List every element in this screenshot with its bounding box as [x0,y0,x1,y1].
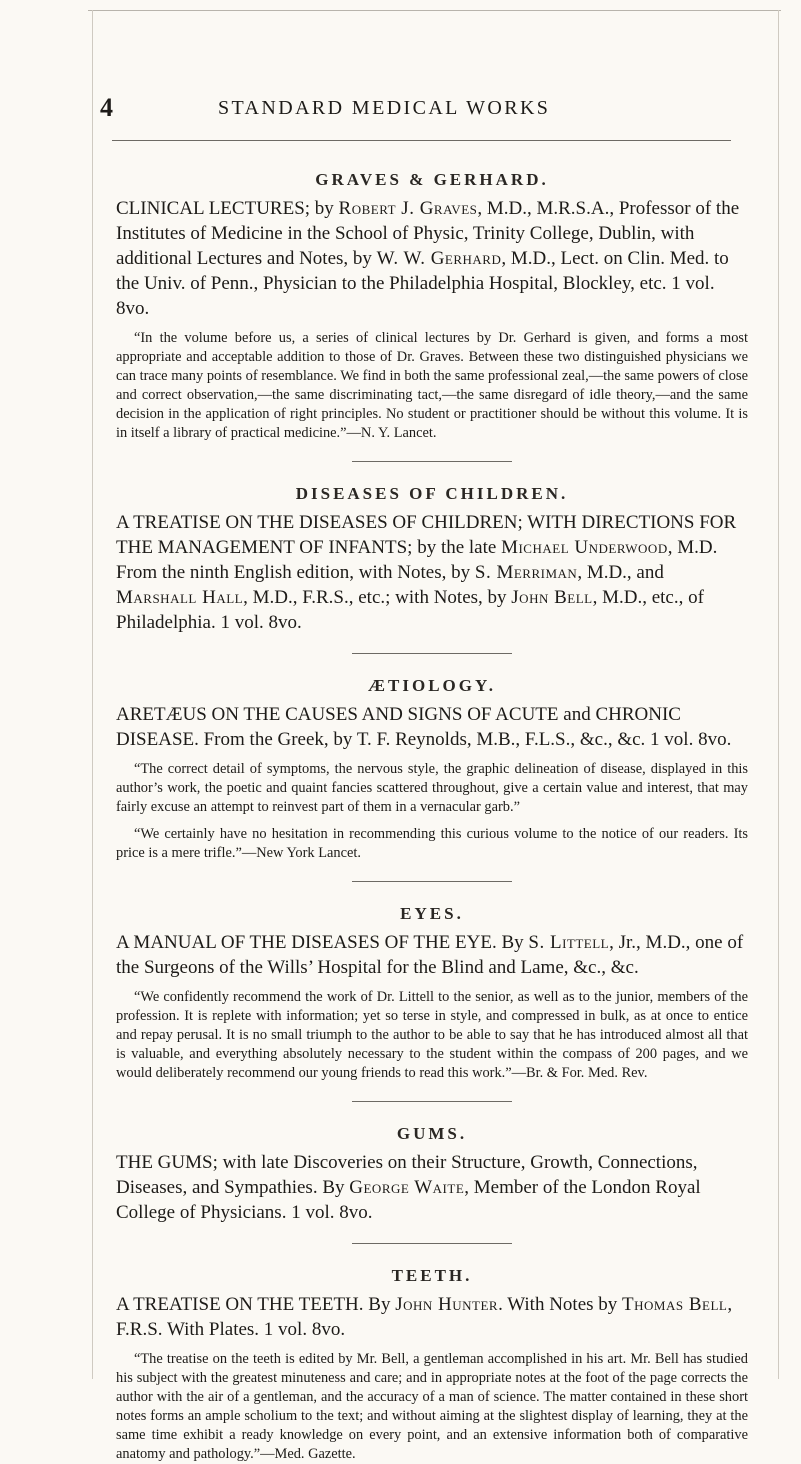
section-heading: TEETH. [391,1266,473,1285]
title-text: A TREATISE ON THE TEETH. By [116,1294,396,1315]
title-text: A TREATISE ON THE DISEASES OF CHILDREN; WITH DIRECTIONS FOR THE MANAGEMENT OF INFANTS; by the late [116,512,737,558]
author-name: John Hunter [395,1294,499,1315]
author-name: Thomas Bell [622,1294,728,1315]
page-content [116,170,748,1464]
section-heading: GRAVES & GERHARD. [315,170,549,189]
title-text: , Jr., M.D., one of the Surgeons of the Wills’ Hospital for the Blind and Lame, &c., &c. [116,932,744,978]
section-divider [352,653,512,654]
section-graves-gerhard [116,170,748,443]
page-edge-top [88,10,781,11]
review-quote: “The correct detail of symptoms, the nervous style, the graphic delineation of disease, displayed in this author’s work, the poetic and quaint fancies scattered throughout, give a certain value and interest, that may fairly excuse an attempt to reinvest part of them in a vernacular garb.” [116,761,748,815]
title-text: , M.D. From the ninth English edition, with Notes, by [116,537,718,583]
section-teeth [116,1266,748,1464]
page-number: 4 [100,93,113,122]
author-name: John Bell [511,587,593,608]
running-head: STANDARD MEDICAL WORKS [218,97,551,119]
author-name: W. W. Gerhard [376,248,502,269]
title-text: CLINICAL LECTURES; by [116,198,339,219]
title-text: , M.D., F.R.S., etc.; with Notes, by [243,587,512,608]
title-text: , Member of the London Royal College of Physicians. 1 vol. 8vo. [116,1177,701,1223]
entry-title [116,196,748,321]
section-divider [352,1243,512,1244]
section-heading: EYES. [400,904,464,923]
section-heading: DISEASES OF CHILDREN. [295,484,569,503]
section-aetiology [116,676,748,863]
author-name: Robert J. Graves [338,198,478,219]
title-text: , M.D., and [577,562,664,583]
author-name: Marshall Hall [116,587,244,608]
review-quote: “The treatise on the teeth is edited by Mr. Bell, a gentleman accomplished in his art. Mr. Bell has studied his subject with the greatest minuteness and care; and in appropriate notes at the foot of the page corrects the author with the air of a gentleman, and the accuracy of a man of science. The matter contained in these short notes forms an ample scholium to the text; and without aiming at the slightest display of learning, they at the same time exhibit a ready knowledge on every point, and an extensive information both of comparative anatomy and pathology.”—Med. Gazette. [116,1351,748,1462]
title-text: , M.D., etc., of Philadelphia. 1 vol. 8vo. [116,587,704,633]
section-heading: GUMS. [396,1124,468,1143]
title-text: , M.D., M.R.S.A., Professor of the Institutes of Medicine in the School of Physic, Trinity College, Dublin, with additional Lectures and Notes, by [116,198,740,269]
section-eyes [116,904,748,1083]
title-text: THE GUMS; with late Discoveries on their Structure, Growth, Connections, Diseases, and Sympathies. By [116,1152,698,1198]
author-name: Michael Underwood [501,537,668,558]
section-divider [352,1101,512,1102]
section-children [116,484,748,635]
entry-title [116,930,748,980]
header-rule [112,140,731,141]
section-gums [116,1124,748,1225]
section-divider [352,881,512,882]
section-divider [352,461,512,462]
review-quote: “We certainly have no hesitation in recommending this curious volume to the notice of our readers. Its price is a mere trifle.”—New York Lancet. [116,826,748,861]
title-text: , F.R.S. With Plates. 1 vol. 8vo. [116,1294,733,1340]
author-name: S. Merriman [474,562,578,583]
entry-title: ARETÆUS ON THE CAUSES AND SIGNS OF ACUTE and CHRONIC DISEASE. From the Greek, by T. F. Reynolds, M.B., F.L.S., &c., &c. 1 vol. 8vo. [116,704,732,750]
title-text: , M.D., Lect. on Clin. Med. to the Univ. of Penn., Physician to the Philadelphia Hospital, Blockley, etc. 1 vol. 8vo. [116,248,729,319]
entry-title [116,1292,748,1342]
review-quote: “We confidently recommend the work of Dr. Littell to the senior, as well as to the junior, members of the profession. It is replete with information; yet so terse in style, and compressed in bulk, as at once to entice and repay perusal. It is no small triumph to the author to be able to say that he has introduced almost all that is valuable, and everything absolutely necessary to the student within the compass of 200 pages, and we would deliberately recommend our young friends to read this work.”—Br. & For. Med. Rev. [116,989,748,1081]
entry-title [116,1150,748,1225]
author-name: George Waite [349,1177,465,1198]
title-text: A MANUAL OF THE DISEASES OF THE EYE. By [116,932,529,953]
page-edge-right [778,10,779,1379]
page-header [100,93,751,127]
entry-title [116,510,748,635]
author-name: S. Littell [528,932,610,953]
page-edge-left [92,10,93,1379]
title-text: . With Notes by [498,1294,623,1315]
section-heading: ÆTIOLOGY. [368,676,496,695]
review-quote: “In the volume before us, a series of clinical lectures by Dr. Gerhard is given, and forms a most appropriate and acceptable addition to those of Dr. Graves. Between these two distinguished physicians we can trace many points of resemblance. We find in both the same professional zeal,—the same powers of close and correct observation,—the same discriminating tact,—the same disregard of idle theory,—and the same decision in the application of right principles. No student or practitioner should be without this volume. It is in itself a library of practical medicine.”—N. Y. Lancet. [116,330,748,441]
